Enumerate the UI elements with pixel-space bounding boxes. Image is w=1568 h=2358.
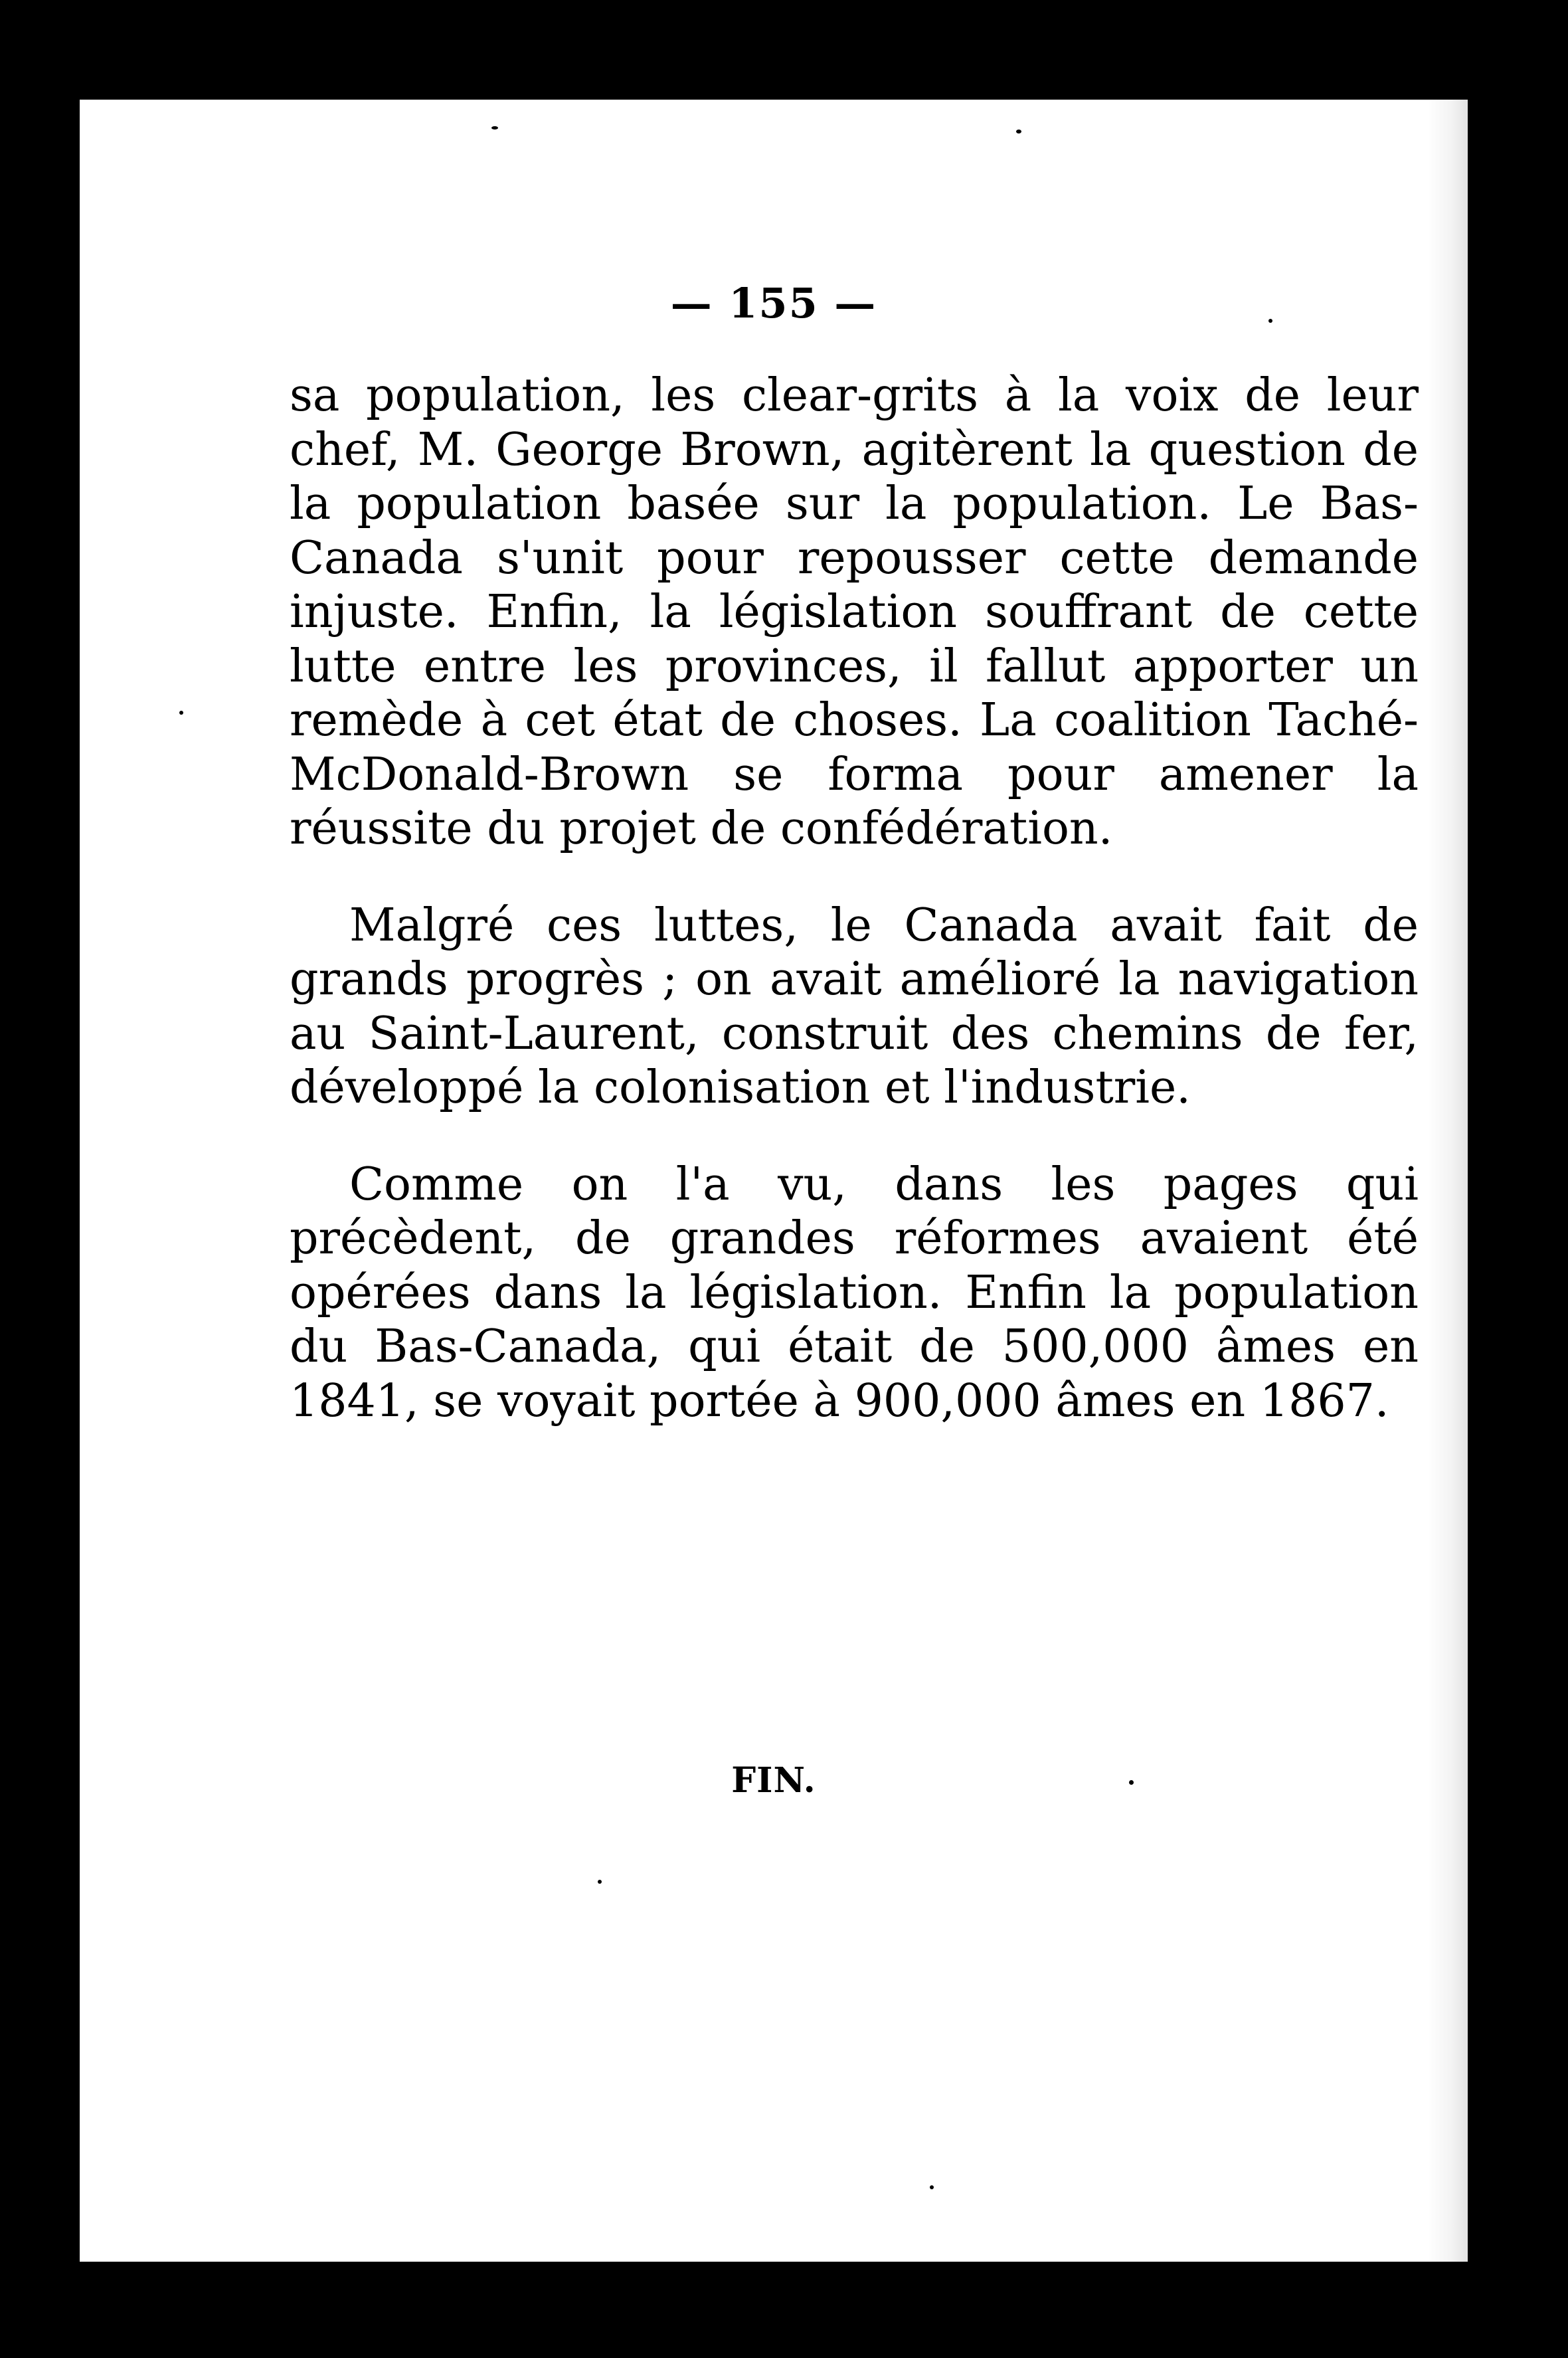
paragraph-1: sa population, les clear-grits à la voix de leur chef, M. George Brown, agitèrent la question de la population basée sur la population. Le Bas-Canada s'unit pour repousser cette demande injuste. Enfin, la législation souffrant de cette lutte entre les provinces, il fallut apporter un remède à cet état de choses. La coalition Taché-McDonald-Brown se forma pour amener la réussite du projet de confédération. [290,369,1419,855]
scan-speck [491,126,498,130]
page-edge-shadow [1428,100,1468,2262]
scan-speck [1016,130,1021,134]
scan-speck [930,2185,934,2189]
scan-speck [179,711,183,715]
scan-speck [1129,1780,1134,1785]
body-text [290,369,1419,1428]
page-number: — 155 — [670,279,877,327]
paragraph-3: Comme on l'a vu, dans les pages qui précèdent, de grandes réformes avaient été opérées dans la législation. Enfin la population du Bas-Canada, qui était de 500,000 âmes en 1841, se voyait portée à 900,000 âmes en 1867. [290,1158,1419,1427]
scan-speck [598,1880,602,1884]
end-mark: FIN. [731,1760,816,1801]
scan-speck [1268,319,1272,323]
paragraph-2: Malgré ces luttes, le Canada avait fait de grands progrès ; on avait amélioré la navigation au Saint-Laurent, construit des chemins de fer, développé la colonisation et l'industrie. [290,899,1419,1114]
book-page [80,100,1468,2262]
